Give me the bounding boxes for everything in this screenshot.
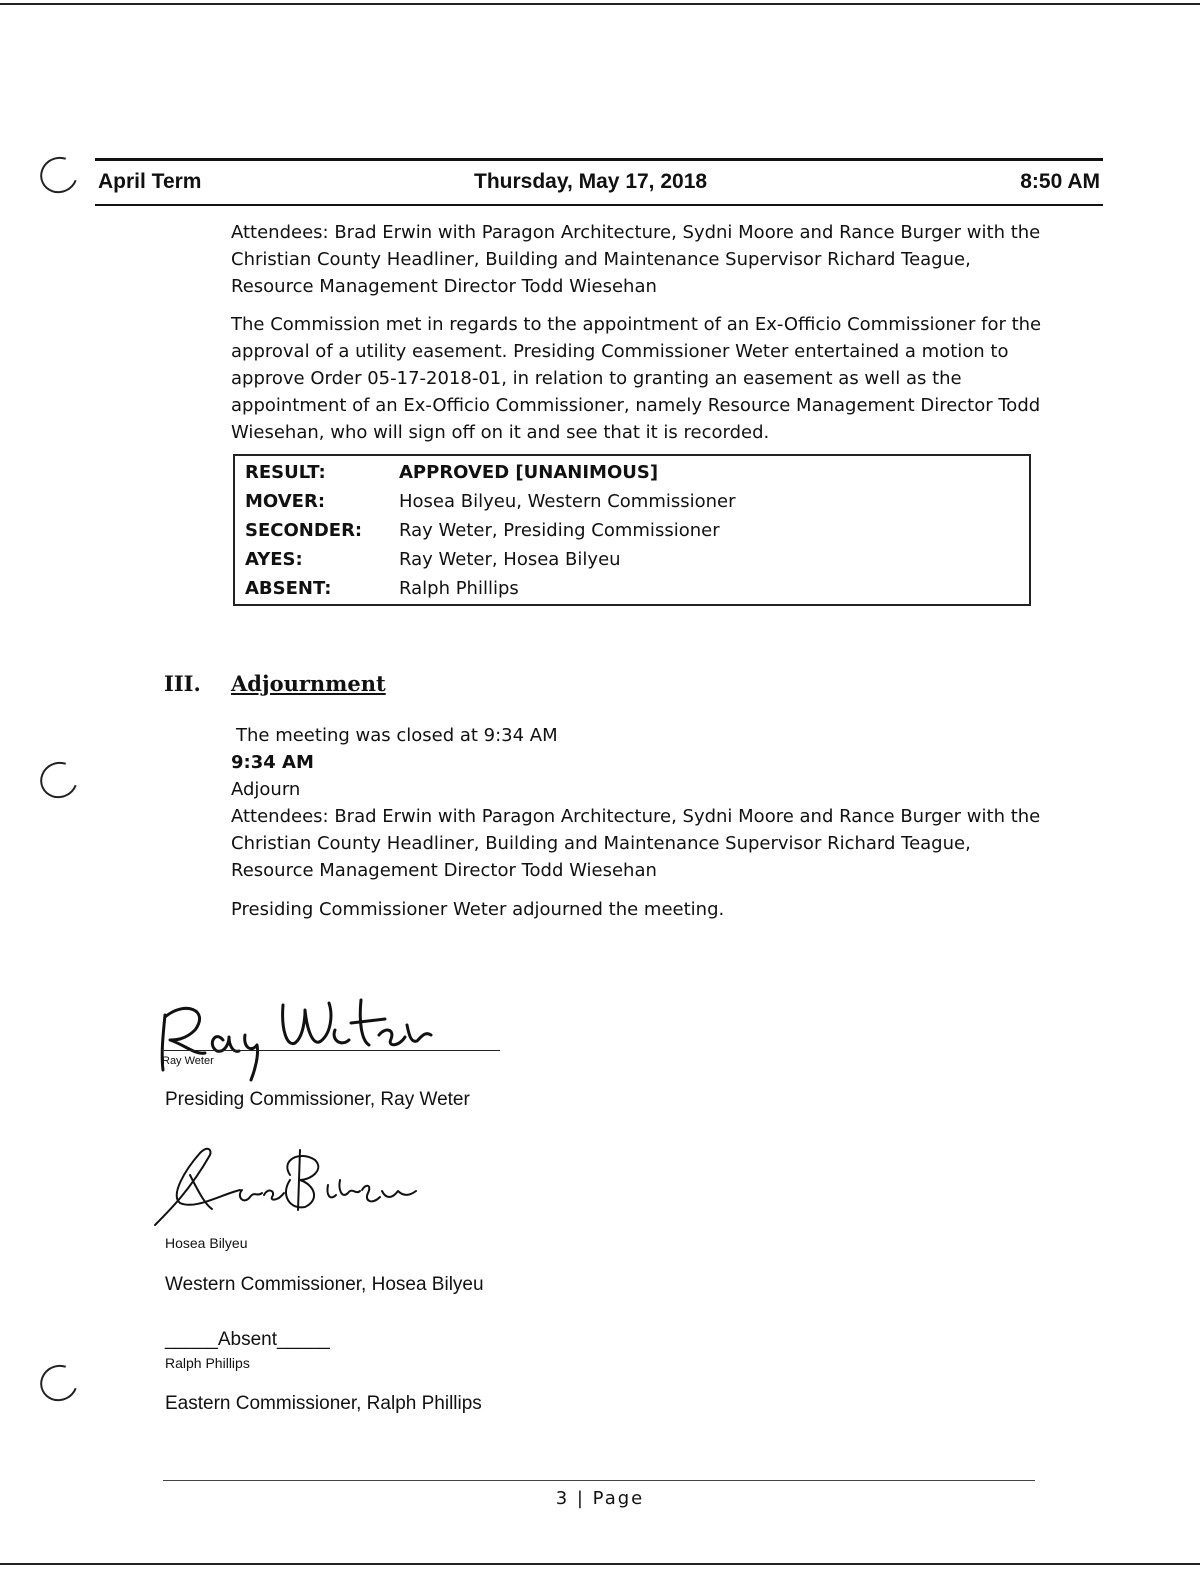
vote-value: APPROVED [UNANIMOUS] bbox=[399, 462, 659, 483]
signature-line bbox=[162, 1050, 500, 1051]
section-number: III. bbox=[164, 671, 201, 696]
signature-ray-weter bbox=[155, 985, 455, 1085]
signature-hosea-bilyeu bbox=[150, 1135, 450, 1235]
signature-print-name: Ray Weter bbox=[162, 1055, 214, 1067]
commission-paragraph: The Commission met in regards to the appointment of an Ex-Officio Commissioner for the approval of a utility easement. Presiding Commissioner Weter entertained a motion to approve Order 05-17-2018-01, in relation to granting an easement as well as the appointment of an Ex-Officio Commissioner, namely Resource Management Director Todd Wiesehan, who will sign off on it and see that it is recorded. bbox=[231, 314, 1042, 443]
vote-label: MOVER: bbox=[245, 491, 326, 512]
vote-label: SECONDER: bbox=[245, 520, 363, 541]
vote-label: ABSENT: bbox=[245, 578, 332, 599]
punch-hole-icon bbox=[34, 1359, 84, 1408]
scan-bottom-edge bbox=[0, 1563, 1200, 1565]
vote-label: RESULT: bbox=[245, 462, 326, 483]
absent-signature-line: _____Absent_____ bbox=[165, 1329, 330, 1350]
header-rule-bottom bbox=[95, 204, 1103, 206]
punch-hole-icon bbox=[34, 756, 84, 805]
attendees-paragraph: Attendees: Brad Erwin with Paragon Architecture, Sydni Moore and Rance Burger with the Christian County Headliner, Building and Maintenance Supervisor Richard Teague, Resource Management Director Todd Wiesehan bbox=[231, 222, 1041, 297]
footer-rule bbox=[163, 1480, 1035, 1481]
adjourn-attendees-paragraph: Attendees: Brad Erwin with Paragon Architecture, Sydni Moore and Rance Burger with the Christian County Headliner, Building and Maintenance Supervisor Richard Teague, Resource Management Director Todd Wiesehan bbox=[231, 806, 1041, 881]
adjourn-time: 9:34 AM bbox=[231, 752, 314, 773]
header-date: Thursday, May 17, 2018 bbox=[474, 170, 708, 193]
punch-hole-icon bbox=[34, 151, 84, 200]
header-rule-top bbox=[95, 158, 1103, 161]
vote-value: Ray Weter, Hosea Bilyeu bbox=[399, 549, 621, 570]
meeting-closed-text: The meeting was closed at 9:34 AM bbox=[236, 725, 558, 746]
vote-label: AYES: bbox=[245, 549, 303, 570]
vote-value: Ralph Phillips bbox=[399, 578, 519, 599]
vote-value: Hosea Bilyeu, Western Commissioner bbox=[399, 491, 736, 512]
signature-title: Western Commissioner, Hosea Bilyeu bbox=[165, 1274, 484, 1295]
signature-print-name: Hosea Bilyeu bbox=[165, 1235, 248, 1251]
adjourn-closing-text: Presiding Commissioner Weter adjourned the meeting. bbox=[231, 899, 725, 920]
signature-title: Presiding Commissioner, Ray Weter bbox=[165, 1089, 470, 1110]
adjourn-label: Adjourn bbox=[231, 779, 301, 800]
signature-print-name: Ralph Phillips bbox=[165, 1355, 250, 1371]
page-number: 3 | Page bbox=[555, 1488, 645, 1509]
vote-result-box bbox=[233, 454, 1031, 606]
section-title: Adjournment bbox=[231, 671, 386, 696]
header-time: 8:50 AM bbox=[1020, 170, 1100, 193]
header-term: April Term bbox=[98, 170, 202, 193]
vote-value: Ray Weter, Presiding Commissioner bbox=[399, 520, 720, 541]
scan-top-edge bbox=[0, 3, 1200, 5]
signature-title: Eastern Commissioner, Ralph Phillips bbox=[165, 1393, 482, 1414]
